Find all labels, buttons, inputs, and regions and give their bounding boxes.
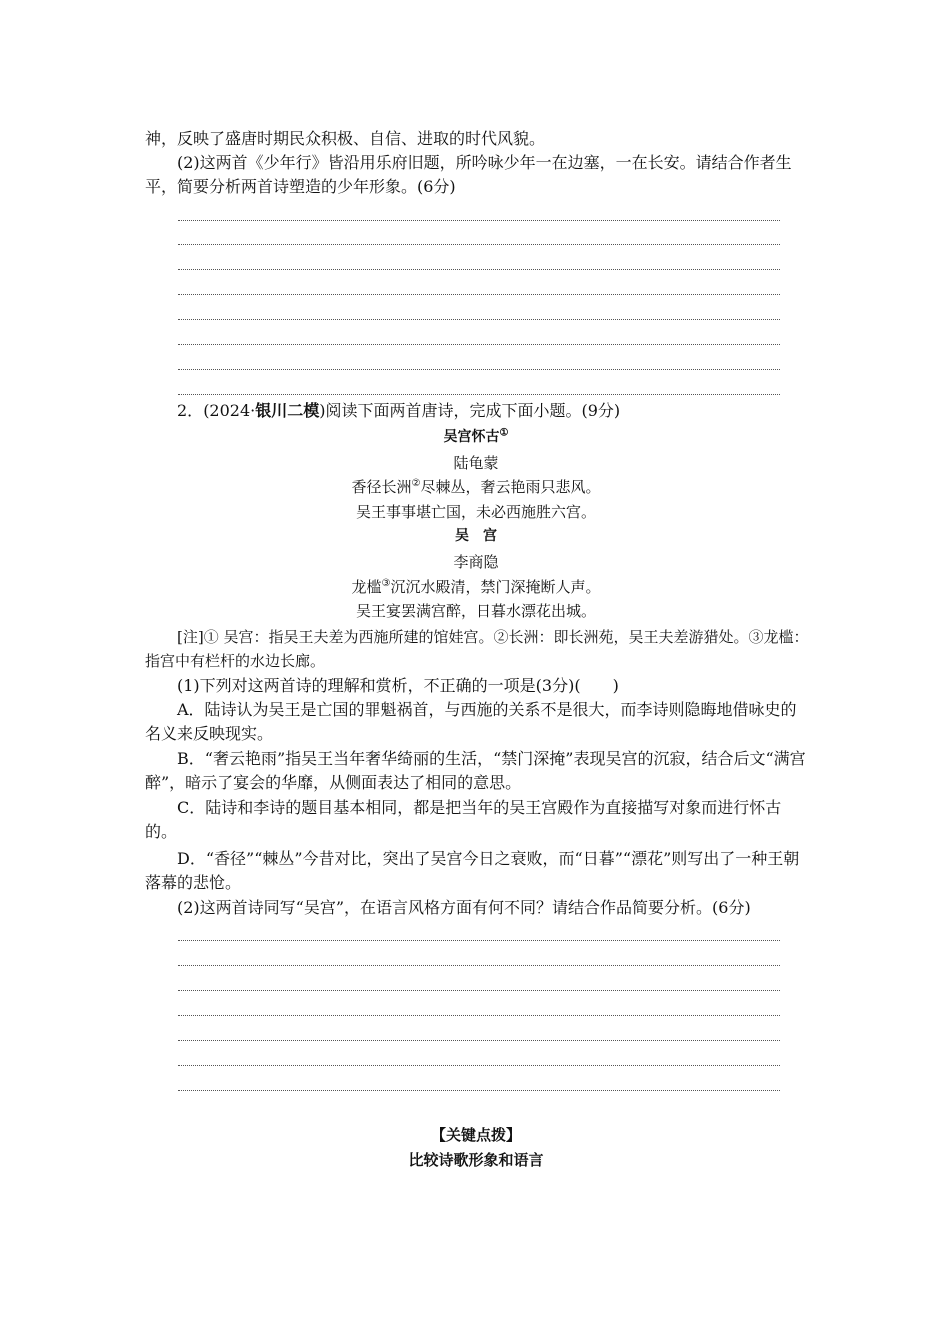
q2-sub2-question: (2)这两首诗同写“吴宫”，在语言风格方面有何不同？请结合作品简要分析。(6分) bbox=[177, 898, 751, 917]
q2-source: 银川二模 bbox=[255, 401, 320, 420]
poem1-author: 陆龟蒙 bbox=[453, 454, 499, 472]
answer-line bbox=[178, 1090, 780, 1091]
poem2-title: 吴 宫 bbox=[455, 528, 497, 544]
q2-source-open: (2024· bbox=[203, 401, 256, 420]
answer-line bbox=[178, 344, 780, 345]
poem1-title: 吴宫怀古① bbox=[443, 427, 509, 445]
note-marker: ③ bbox=[381, 578, 391, 589]
note-marker: ② bbox=[411, 478, 421, 489]
poem1-line2: 吴王事事堪亡国，未必西施胜六宫。 bbox=[355, 503, 596, 521]
poem2-line1: 龙槛③沉沉水殿清，禁门深掩断人声。 bbox=[351, 578, 601, 596]
answer-line bbox=[178, 1015, 780, 1016]
option-a: A．陆诗认为吴王是亡国的罪魁祸首，与西施的关系不是很大，而李诗则隐晦地借咏史的名义来反映现实。 bbox=[145, 700, 797, 743]
q2-intro: )阅读下面两首唐诗，完成下面小题。(9分) bbox=[319, 401, 621, 420]
carry-over-text: 神，反映了盛唐时期民众积极、自信、进取的时代风貌。 bbox=[145, 129, 546, 148]
answer-line bbox=[178, 965, 780, 966]
q2-sub1-question: (1)下列对这两首诗的理解和赏析，不正确的一项是(3分)( ) bbox=[177, 676, 619, 695]
answer-line bbox=[178, 294, 780, 295]
answer-line bbox=[178, 990, 780, 991]
annotation-notes: [注]① 吴宫：指吴王夫差为西施所建的馆娃宫。②长洲：即长洲苑，吴王夫差游猎处。③龙槛：指宫中有栏杆的水边长廊。 bbox=[145, 628, 809, 670]
answer-line bbox=[178, 940, 780, 941]
answer-line bbox=[178, 220, 780, 221]
option-c: C．陆诗和李诗的题目基本相同，都是把当年的吴王宫殿作为直接描写对象而进行怀古的。 bbox=[145, 798, 782, 841]
q2-header bbox=[145, 399, 807, 423]
key-points-title: 比较诗歌形象和语言 bbox=[408, 1151, 544, 1169]
answer-line bbox=[178, 1040, 780, 1041]
note-marker: ① bbox=[499, 427, 509, 439]
answer-line bbox=[178, 394, 780, 395]
answer-line bbox=[178, 269, 780, 270]
answer-line bbox=[178, 319, 780, 320]
poem1-line1: 香径长洲②尽棘丛，奢云艳雨只悲风。 bbox=[351, 478, 601, 496]
answer-line bbox=[178, 369, 780, 370]
answer-line bbox=[178, 244, 780, 245]
answer-line bbox=[178, 1065, 780, 1066]
poem2-author: 李商隐 bbox=[453, 553, 499, 571]
q2-number: 2． bbox=[177, 401, 204, 420]
poem2-line2: 吴王宴罢满宫醉，日暮水漂花出城。 bbox=[355, 602, 596, 620]
key-points-label: 【关键点拨】 bbox=[430, 1126, 521, 1144]
q1-sub2-question: (2)这两首《少年行》皆沿用乐府旧题，所吟咏少年一在边塞，一在长安。请结合作者生平，简要分析两首诗塑造的少年形象。(6分) bbox=[145, 153, 792, 196]
option-d: D．“香径”“棘丛”今昔对比，突出了吴宫今日之衰败，而“日暮”“漂花”则写出了一种王朝落幕的悲怆。 bbox=[145, 849, 800, 892]
option-b: B．“奢云艳雨”指吴王当年奢华绮丽的生活，“禁门深掩”表现吴宫的沉寂，结合后文“满宫醉”，暗示了宴会的华靡，从侧面表达了相同的意思。 bbox=[145, 749, 806, 792]
